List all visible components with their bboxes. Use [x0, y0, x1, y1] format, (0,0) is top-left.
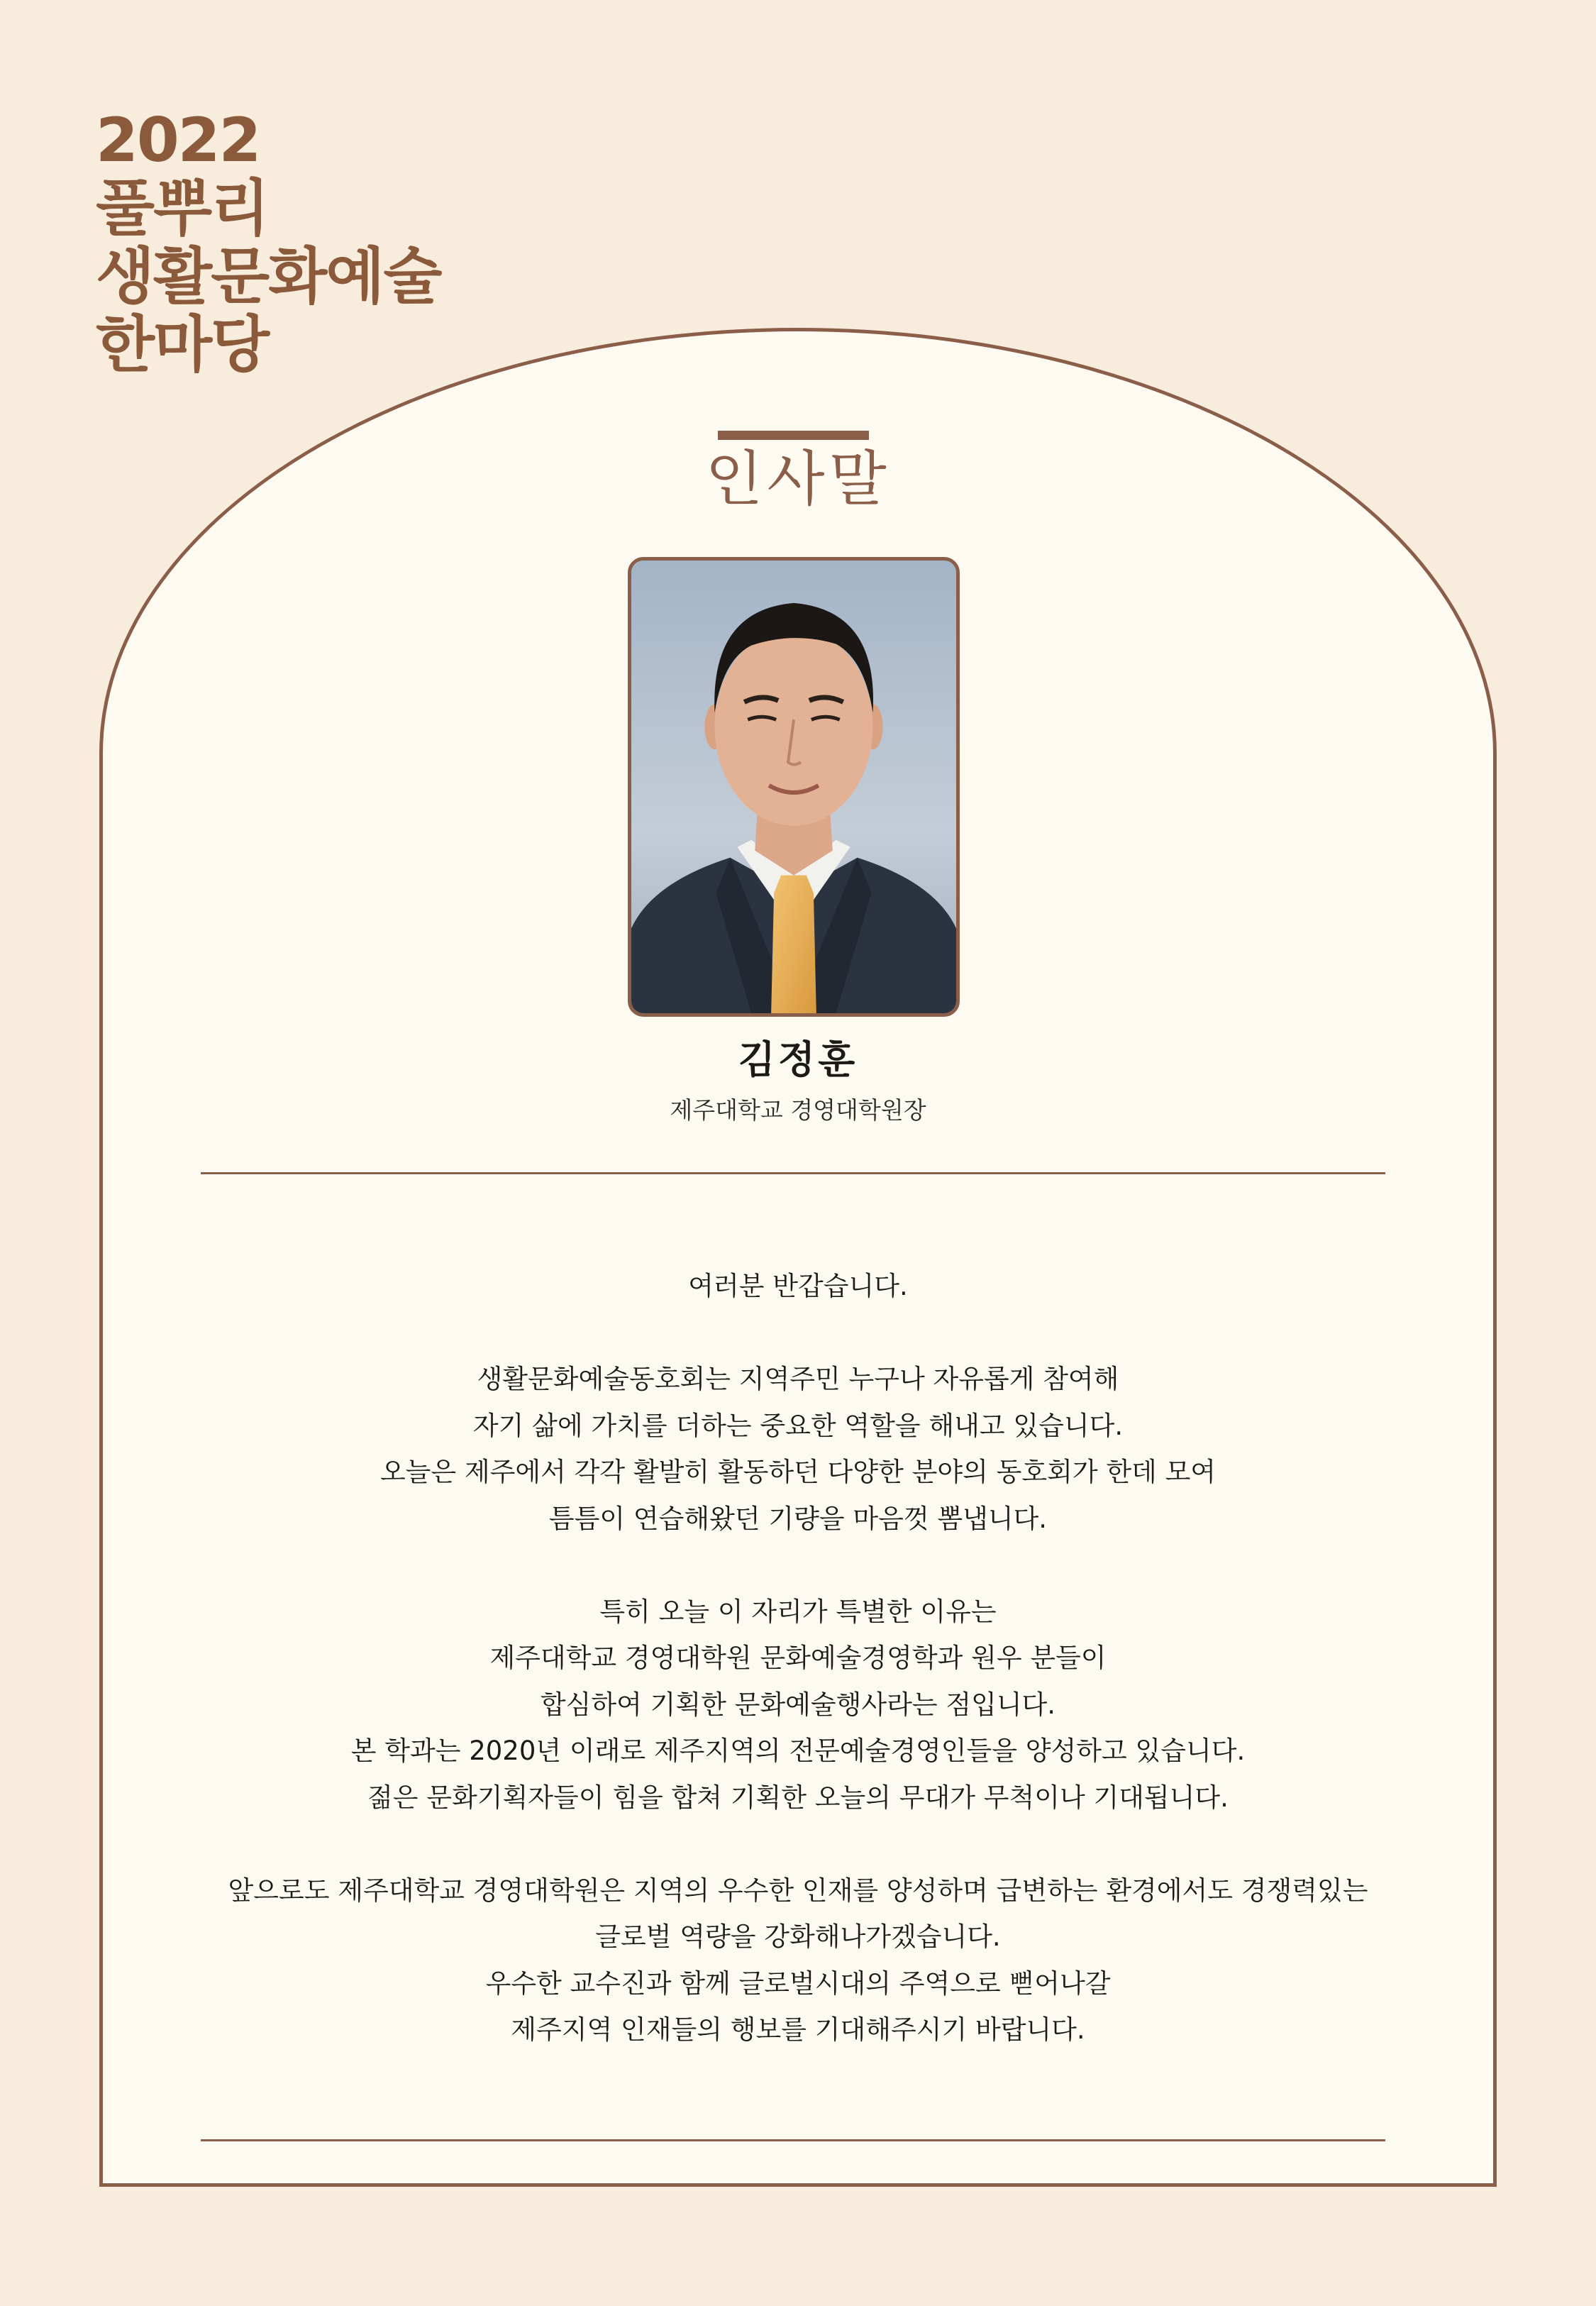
- message-line: 글로벌 역량을 강화해나가겠습니다.: [595, 1921, 1001, 1952]
- message-line: 틈틈이 연습해왔던 기량을 마음껏 뽐냅니다.: [548, 1503, 1048, 1534]
- message-line: 젊은 문화기획자들이 힘을 합쳐 기획한 오늘의 무대가 무척이나 기대됩니다.: [367, 1782, 1229, 1813]
- message-line: 자기 삶에 가치를 더하는 중요한 역할을 해내고 있습니다.: [472, 1410, 1124, 1441]
- portrait-illustration: [631, 561, 956, 1013]
- divider-top: [201, 1172, 1385, 1174]
- person-name: 김정훈: [738, 1037, 858, 1082]
- message-line: 특히 오늘 이 자리가 특별한 이유는: [599, 1596, 997, 1627]
- message-line: 합심하여 기획한 문화예술행사라는 점입니다.: [540, 1689, 1056, 1720]
- message-line: 오늘은 제주에서 각각 활발히 활동하던 다양한 분야의 동호회가 한데 모여: [379, 1457, 1217, 1487]
- message-line: 우수한 교수진과 함께 글로벌시대의 주역으로 뻗어나갈: [485, 1968, 1111, 1999]
- event-title-line-4: 한마당: [96, 309, 269, 380]
- greeting-message: [213, 1263, 1383, 2053]
- message-line: 제주지역 인재들의 행보를 기대해주시기 바랍니다.: [511, 2014, 1085, 2045]
- portrait-photo: [628, 557, 960, 1017]
- message-line: 생활문화예술동호회는 지역주민 누구나 자유롭게 참여해: [477, 1364, 1119, 1394]
- message-line: 제주대학교 경영대학원 문화예술경영학과 원우 분들이: [489, 1643, 1107, 1673]
- message-paragraph: [213, 1356, 1383, 1542]
- message-paragraph: [213, 1589, 1383, 1821]
- message-paragraph: [213, 1263, 1383, 1310]
- event-title-line-2: 풀뿌리: [96, 173, 269, 244]
- message-paragraph: [213, 1868, 1383, 2053]
- event-title: [96, 106, 440, 379]
- event-title-line-3: 생활문화예술: [96, 241, 441, 312]
- event-title-year: 2022: [96, 105, 260, 176]
- divider-bottom: [201, 2139, 1385, 2141]
- person-position: 제주대학교 경영대학원장: [670, 1096, 926, 1124]
- message-line: 본 학과는 2020년 이래로 제주지역의 전문예술경영인들을 양성하고 있습니다.: [350, 1736, 1246, 1766]
- message-line: 앞으로도 제주대학교 경영대학원은 지역의 우수한 인재를 양성하며 급변하는 환경에서도 경쟁력있는: [228, 1875, 1368, 1906]
- section-title: 인사말: [705, 444, 891, 514]
- section-title-bar: [718, 431, 869, 440]
- message-line: 여러분 반갑습니다.: [688, 1271, 908, 1301]
